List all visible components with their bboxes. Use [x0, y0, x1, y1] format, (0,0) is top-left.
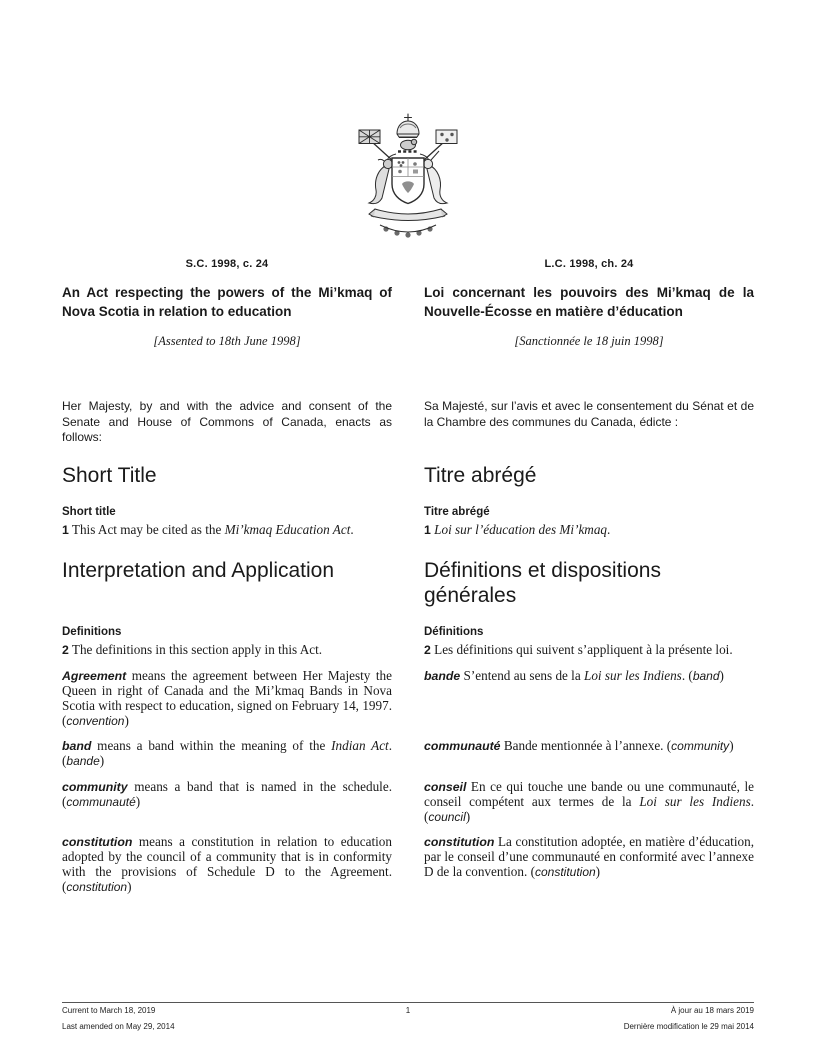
footer-current-to-fr: À jour au 18 mars 2019 [670, 1006, 754, 1015]
page-footer [62, 1002, 754, 1038]
footer-divider [62, 1002, 754, 1003]
marginal-note-definitions-fr: Définitions [424, 626, 484, 639]
footer-current-to-en: Current to March 18, 2019 [62, 1006, 156, 1015]
chapter-citation-en: S.C. 1998, c. 24 [185, 258, 269, 270]
enacting-clause-en: Her Majesty, by and with the advice and consent of the Senate and House of Commons of Canada, enacts as follows: [62, 399, 392, 445]
definition-community-en: community means a band that is named in the schedule. (communauté) [62, 779, 392, 809]
long-title-fr: Loi concernant les pouvoirs des Mi’kmaq de la Nouvelle-Écosse en matière d’éducation [424, 285, 754, 319]
footer-last-amended-fr: Dernière modification le 29 mai 2014 [623, 1022, 754, 1031]
assent-line-fr: [Sanctionnée le 18 juin 1998] [514, 334, 664, 349]
heading-interpretation-en: Interpretation and Application [62, 559, 335, 583]
definition-bande-fr: bande S’entend au sens de la Loi sur les Indiens. (band) [424, 668, 724, 684]
section-1-en: 1 This Act may be cited as the Mi’kmaq Education Act. [62, 521, 354, 537]
coat-of-arms-icon [356, 112, 460, 248]
heading-short-title-en: Short Title [62, 463, 157, 487]
definition-conseil-fr: conseil En ce qui touche une bande ou une communauté, le conseil compétent aux termes de la Loi sur les Indiens. (council) [424, 779, 755, 824]
footer-currency-fr [418, 1006, 754, 1038]
definition-band-en: band means a band within the meaning of the Indian Act. (bande) [62, 738, 393, 769]
definition-agreement-en: Agreement means the agreement between Her Majesty the Queen in right of Canada and the Mi’kmaq Bands in Nova Scotia with respect to education, signed on February 14, 1997. (convention) [62, 668, 392, 728]
enacting-clause-fr: Sa Majesté, sur l’avis et avec le consentement du Sénat et de la Chambre des communes du Canada, édicte : [424, 399, 754, 429]
definition-constitution-fr: constitution La constitution adoptée, en matière d’éducation, par le conseil d’une communauté en conformité avec l’annexe D de la convention. (constitution) [424, 834, 754, 880]
footer-last-amended-en: Last amended on May 29, 2014 [62, 1022, 175, 1031]
page-content [0, 112, 816, 895]
footer-currency-en [62, 1006, 398, 1038]
marginal-note-short-title-en: Short title [62, 505, 116, 518]
long-title-en: An Act respecting the powers of the Mi’kmaq of Nova Scotia in relation to education [62, 285, 392, 319]
assent-line-en: [Assented to 18th June 1998] [153, 334, 301, 349]
section-2-fr: 2 Les définitions qui suivent s’appliquent à la présente loi. [424, 642, 733, 658]
definition-constitution-en: constitution means a constitution in relation to education adopted by the council of a community that is in conformity with the provisions of Schedule D to the Agreement. (constitution) [62, 834, 392, 894]
marginal-note-short-title-fr: Titre abrégé [424, 505, 490, 518]
chapter-citation-fr: L.C. 1998, ch. 24 [544, 258, 634, 270]
section-2-en: 2 The definitions in this section apply in this Act. [62, 642, 323, 658]
marginal-note-definitions-en: Definitions [62, 626, 122, 639]
heading-short-title-fr: Titre abrégé [424, 463, 537, 487]
section-1-fr: 1 Loi sur l’éducation des Mi’kmaq. [424, 521, 611, 537]
canada-royal-arms-graphic [356, 112, 460, 248]
page-number: 1 [405, 1006, 411, 1015]
definition-communaute-fr: communauté Bande mentionnée à l’annexe. (community) [424, 738, 734, 754]
heading-interpretation-fr: Définitions et dispositions générales [424, 559, 661, 608]
